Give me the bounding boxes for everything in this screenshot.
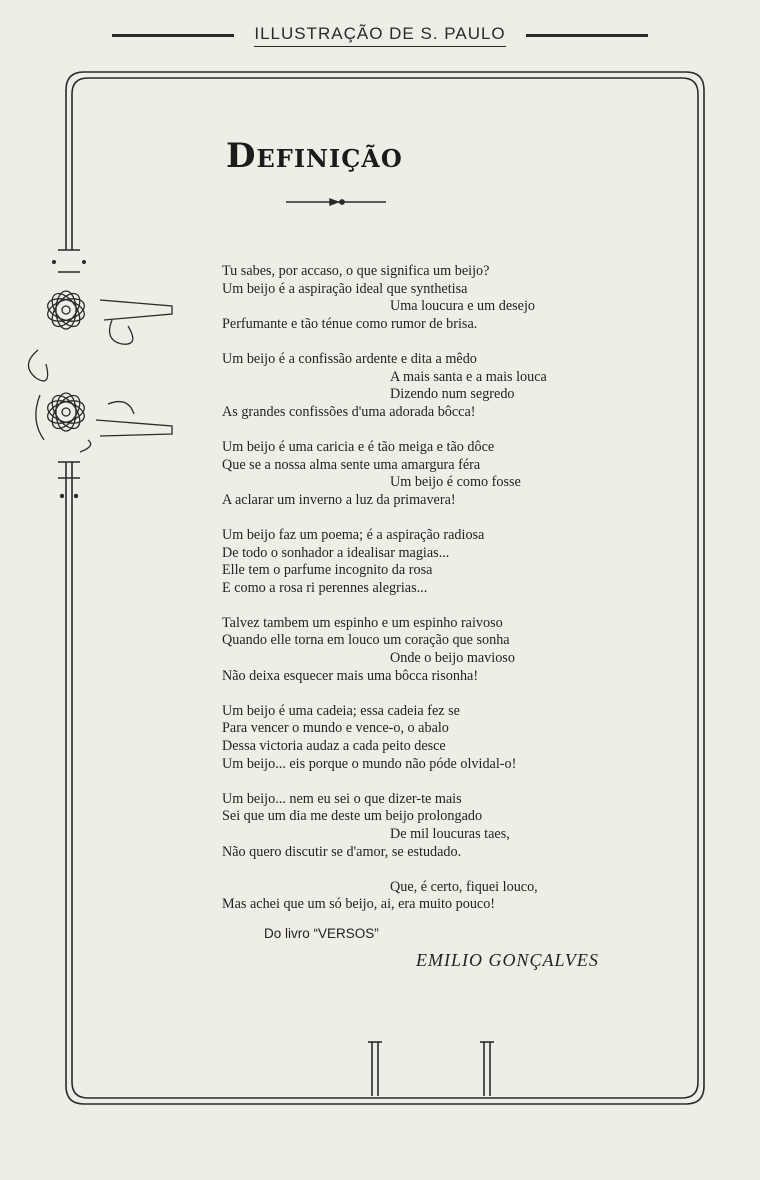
magazine-title: ILLUSTRAÇÃO DE S. PAULO (254, 24, 505, 47)
verse-line: Talvez tambem um espinho e um espinho raivoso (222, 614, 503, 631)
verse-line: As grandes confissões d'uma adorada bôcca! (222, 403, 476, 420)
verse-line: Um beijo é a confissão ardente e dita a mêdo (222, 350, 477, 367)
verse-line: Um beijo é a aspiração ideal que synthetisa (222, 280, 468, 297)
verse-line: Não deixa esquecer mais uma bôcca risonha! (222, 667, 479, 684)
poem-title: Definição (226, 136, 403, 176)
verse-line: Quando elle torna em louco um coração que sonha (222, 632, 510, 649)
verse-line: Uma loucura e um desejo (390, 298, 535, 315)
verse-line: Um beijo faz um poema; é a aspiração radiosa (222, 526, 485, 543)
verse-line: De todo o sonhador a idealisar magias... (222, 544, 450, 561)
verse-line: Que se a nossa alma sente uma amargura féra (222, 456, 481, 473)
verse-line: A aclarar um inverno a luz da primavera! (222, 491, 456, 508)
stanza (222, 703, 622, 773)
verse-line: Um beijo... nem eu sei o que dizer-te mais (222, 790, 462, 807)
title-divider-icon (286, 199, 386, 205)
stanza (222, 615, 622, 685)
verse-line: Um beijo é uma cadeia; essa cadeia fez se (222, 702, 460, 719)
verse-line: Não quero discutir se d'amor, se estudado. (222, 843, 462, 860)
stanza (222, 527, 622, 597)
verse-line: Sei que um dia me deste um beijo prolongado (222, 808, 483, 825)
author-signature: EMILIO GONÇALVES (416, 950, 599, 970)
verse-line: E como a rosa ri perennes alegrias... (222, 579, 428, 596)
verse-line: Um beijo é uma caricia e é tão meiga e tão dôce (222, 438, 495, 455)
stanza (222, 879, 622, 914)
verse-line: Elle tem o parfume incognito da rosa (222, 562, 433, 579)
verse-line: Onde o beijo mavioso (390, 650, 515, 667)
verse-line: Mas achei que um só beijo, ai, era muito pouco! (222, 896, 496, 913)
stanza (222, 439, 622, 509)
verse-line: Tu sabes, por accaso, o que significa um beijo? (222, 263, 490, 279)
verse-line: Perfumante e tão ténue como rumor de brisa. (222, 315, 478, 332)
verse-line: Um beijo é como fosse (390, 474, 521, 491)
verse-line: De mil loucuras taes, (390, 826, 510, 842)
verse-line: Para vencer o mundo e vence-o, o abalo (222, 720, 449, 737)
floral-ornament-icon (28, 289, 172, 452)
stanza (222, 791, 622, 861)
verse-line: Que, é certo, fiquei louco, (390, 878, 538, 895)
poem-body (222, 263, 622, 932)
verse-line: Dizendo num segredo (390, 386, 515, 403)
stanza (222, 351, 622, 421)
source-credit: Do livro “VERSOS” (264, 926, 379, 941)
verse-line: A mais santa e a mais louca (390, 368, 547, 385)
verse-line: Um beijo... eis porque o mundo não póde olvidal-o! (222, 755, 517, 772)
verse-line: Dessa victoria audaz a cada peito desce (222, 738, 446, 755)
stanza (222, 263, 622, 333)
